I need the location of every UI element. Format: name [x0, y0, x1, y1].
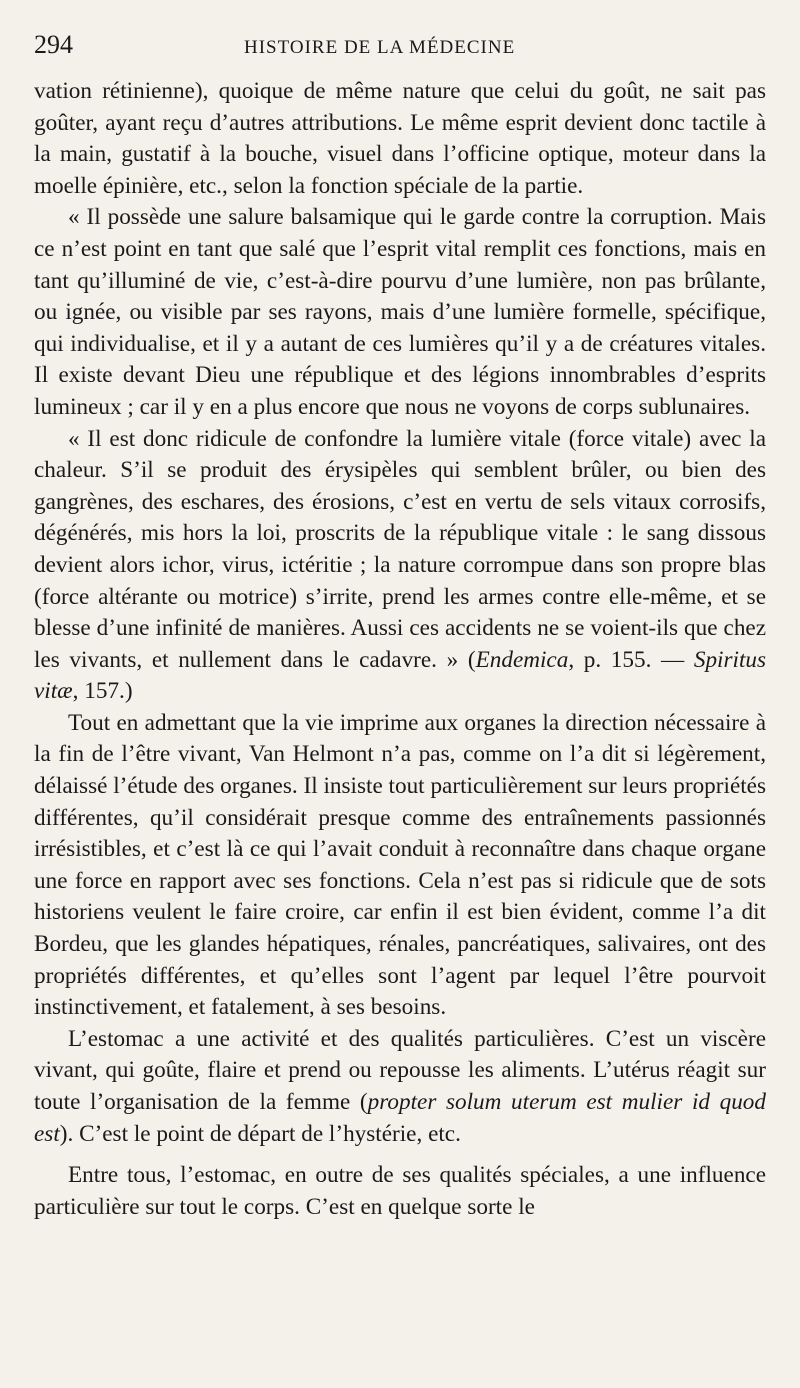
page-header [34, 30, 766, 76]
text-run: vation rétinienne), quoique de même nature que celui du goût, ne sait pas goûter, ayant reçu d’autres attributions. Le même esprit devient donc tactile à la main, gustatif à la bouche, visuel dans l’officine optique, moteur dans la moelle épinière, etc., selon la fonction spéciale de la partie. [34, 78, 766, 199]
paragraph [34, 1024, 766, 1150]
text-run: L’estomac a une activité et des qualités particulières. C’est un viscère vivant, qui goûte, flaire et prend ou repousse les aliments. L’utérus réagit sur toute l’organisation de la femme ( [34, 1025, 766, 1115]
text-run: Entre tous, l’estomac, en outre de ses qualités spéciales, a une influence particulière sur tout le corps. C’est en quelque sorte le [34, 1162, 766, 1220]
text-run: « Il est donc ridicule de confondre la lumière vitale (force vitale) avec la chaleur. S’il se produit des érysipèles qui semblent brûler, ou bien des gangrènes, des eschares, des érosions, c’est en vertu de sels vitaux corrosifs, dégénérés, mis hors la loi, proscrits de la république vitale : le sang dissous devient alors ichor, virus, ictéritie ; la nature corrompue dans son propre blas (force altérante ou motrice) s’irrite, prend les armes contre elle-même, et se blesse d’une infinité de manières. Aussi ces accidents ne se voient-ils que chez les vivants, et nullement dans le cadavre. » ( [34, 425, 766, 673]
paragraph [34, 1160, 766, 1223]
body-text [34, 76, 766, 1223]
text-run: , 157.) [72, 678, 133, 705]
italic-text: Spiritus vitæ [34, 646, 766, 705]
italic-text: Endemica [475, 646, 569, 673]
paragraph [34, 202, 766, 423]
running-title: HISTOIRE DE LA MÉDECINE [244, 37, 516, 58]
paragraph [34, 424, 766, 708]
text-run: « Il possède une salure balsamique qui le garde contre la corruption. Mais ce n’est point en tant que salé que l’esprit vital remplit ces fonctions, mais en tant qu’illuminé de vie, c’est-à-dire pourvu d’une lumière, non pas brûlante, ou ignée, ou visible par ses rayons, mais d’une lumière formelle, spécifique, qui individualise, et il y a autant de ces lumières qu’il y a de créatures vitales. Il existe devant Dieu une république et des légions innombrables d’esprits lumineux ; car il y en a plus encore que nous ne voyons de corps sublunaires. [34, 204, 766, 420]
paragraph [34, 76, 766, 202]
page-number: 294 [34, 30, 73, 59]
text-run: Tout en admettant que la vie imprime aux organes la direction nécessaire à la fin de l’être vivant, Van Helmont n’a pas, comme on l’a dit si légèrement, délaissé l’étude des organes. Il insiste tout particulièrement sur leurs propriétés différentes, qu’il considérait presque comme des entraînements passionnés irrésistibles, et c’est là ce qui l’avait conduit à reconnaître dans chaque organe une force en rapport avec ses fonctions. Cela n’est pas si ridicule que de sots historiens veulent le faire croire, car enfin il est bien évident, comme l’a dit Bordeu, que les glandes hépatiques, rénales, pancréatiques, salivaires, ont des propriétés différentes, et qu’elles sont l’agent par lequel l’être pourvoit instinctivement, et fatalement, à ses besoins. [34, 709, 766, 1021]
italic-text: propter solum uterum est mulier id quod est [34, 1089, 766, 1147]
text-run: , p. 155. — [568, 646, 694, 673]
paragraph [34, 708, 766, 1024]
text-run: ). C’est le point de départ de l’hystérie, etc. [59, 1120, 461, 1147]
